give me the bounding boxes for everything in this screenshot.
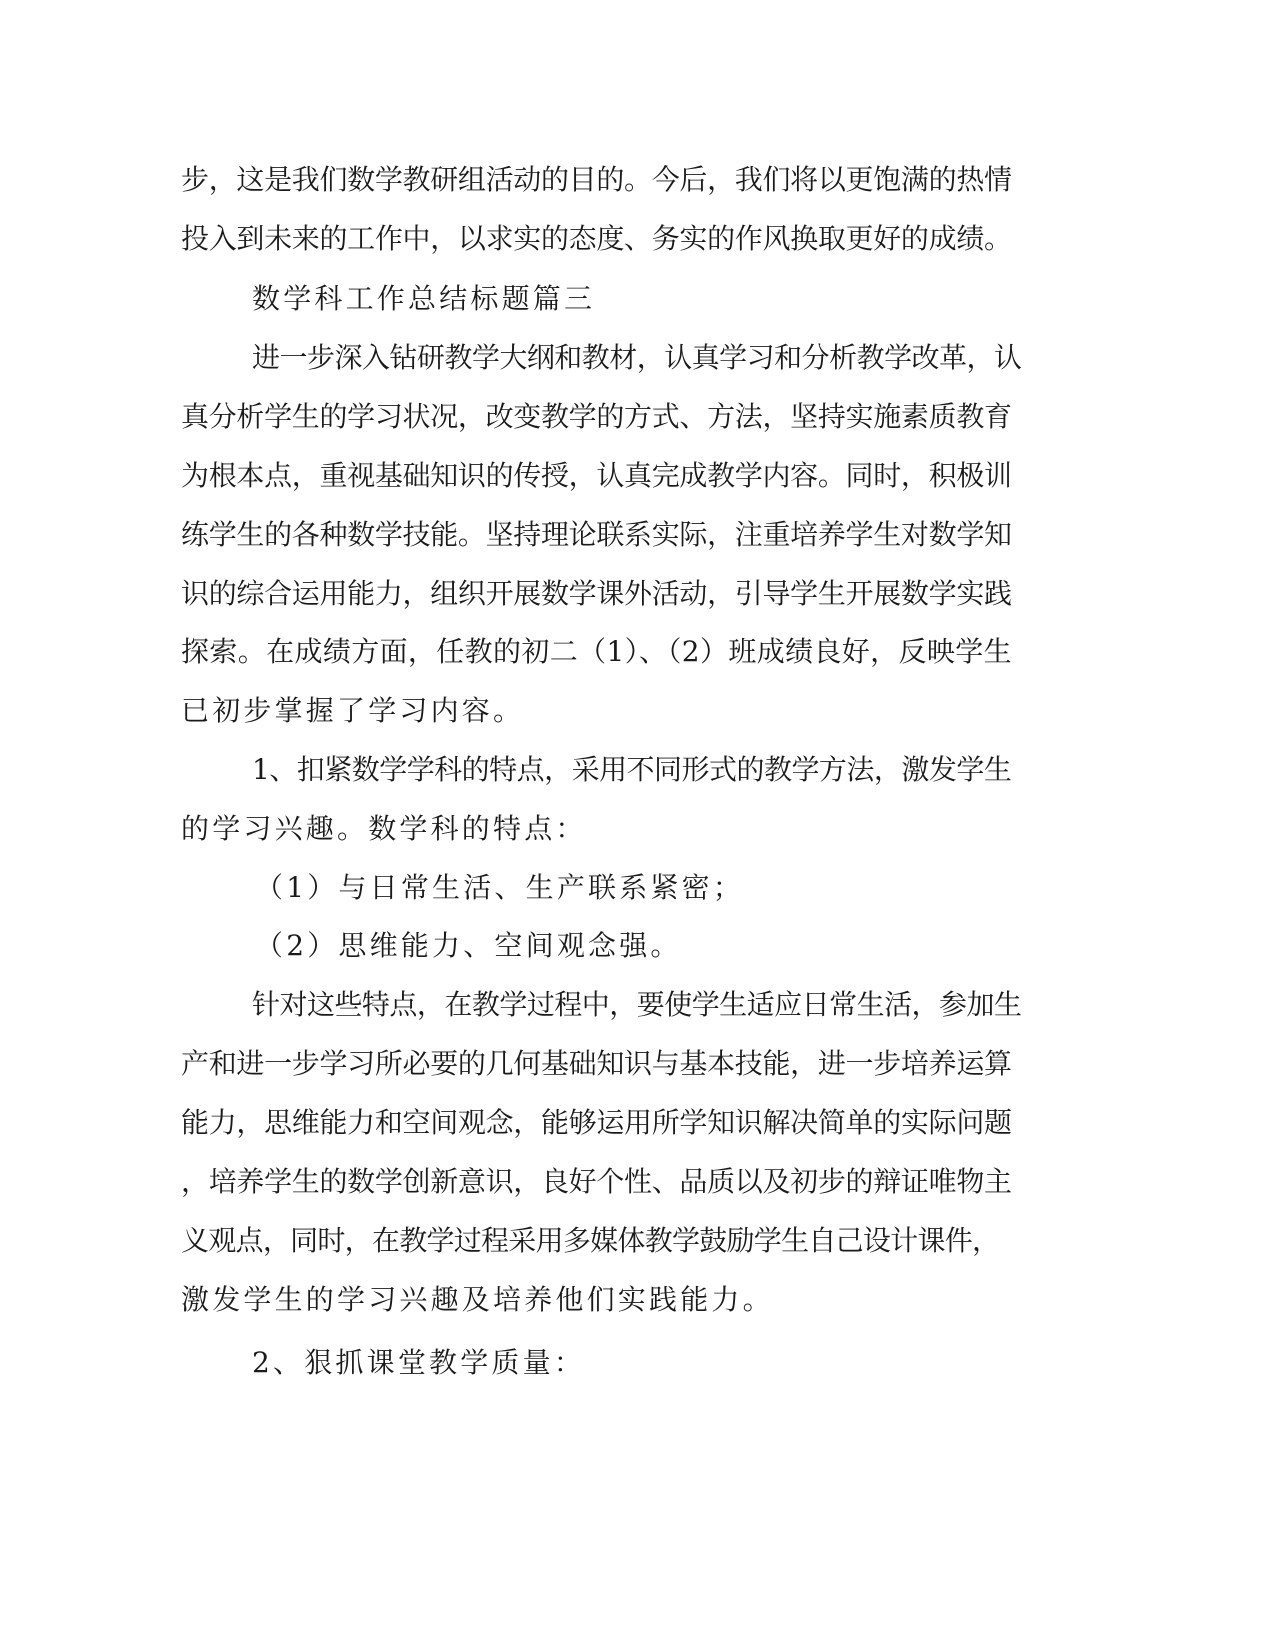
text-line: 真分析学生的学习状况，改变教学的方式、方法，坚持实施素质教育	[181, 400, 1012, 433]
text-line: 进一步深入钻研教学大纲和教材，认真学习和分析教学改革，认	[252, 341, 1022, 374]
text-line: 为根本点，重视基础知识的传授，认真完成教学内容。同时，积极训	[181, 459, 1012, 492]
text-line: 能力，思维能力和空间观念，能够运用所学知识解决简单的实际问题	[181, 1106, 1012, 1139]
section-heading: 数学科工作总结标题篇三	[252, 282, 596, 315]
text-line: 步，这是我们数学教研组活动的目的。今后，我们将以更饱满的热情	[181, 163, 1012, 196]
text-line: 针对这些特点，在教学过程中，要使学生适应日常生活，参加生	[252, 988, 1022, 1021]
text-line: 义观点，同时，在教学过程采用多媒体教学鼓励学生自己设计课件，	[181, 1224, 1000, 1257]
text-line: ，培养学生的数学创新意识，良好个性、品质以及初步的辩证唯物主	[181, 1165, 1012, 1198]
text-line: 激发学生的学习兴趣及培养他们实践能力。	[181, 1283, 774, 1316]
text-line: 的学习兴趣。数学科的特点：	[181, 812, 587, 845]
list-item: （1）与日常生活、生产联系紧密；	[255, 871, 745, 904]
text-line: 探索。在成绩方面，任教的初二（1）、（2）班成绩良好，反映学生	[181, 635, 1012, 668]
text-line: 识的综合运用能力，组织开展数学课外活动，引导学生开展数学实践	[181, 577, 1012, 610]
text-line: 练学生的各种数学技能。坚持理论联系实际，注重培养学生对数学知	[181, 518, 1012, 551]
text-line: 投入到未来的工作中，以求实的态度、务实的作风换取更好的成绩。	[181, 222, 1012, 255]
text-line: 1、扣紧数学学科的特点，采用不同形式的教学方法，激发学生	[252, 753, 1012, 786]
text-line: 已初步掌握了学习内容。	[181, 694, 525, 727]
text-line: 2、狠抓课堂教学质量：	[252, 1346, 586, 1379]
list-item: （2）思维能力、空间观念强。	[255, 929, 682, 962]
text-line: 产和进一步学习所必要的几何基础知识与基本技能，进一步培养运算	[181, 1047, 1012, 1080]
